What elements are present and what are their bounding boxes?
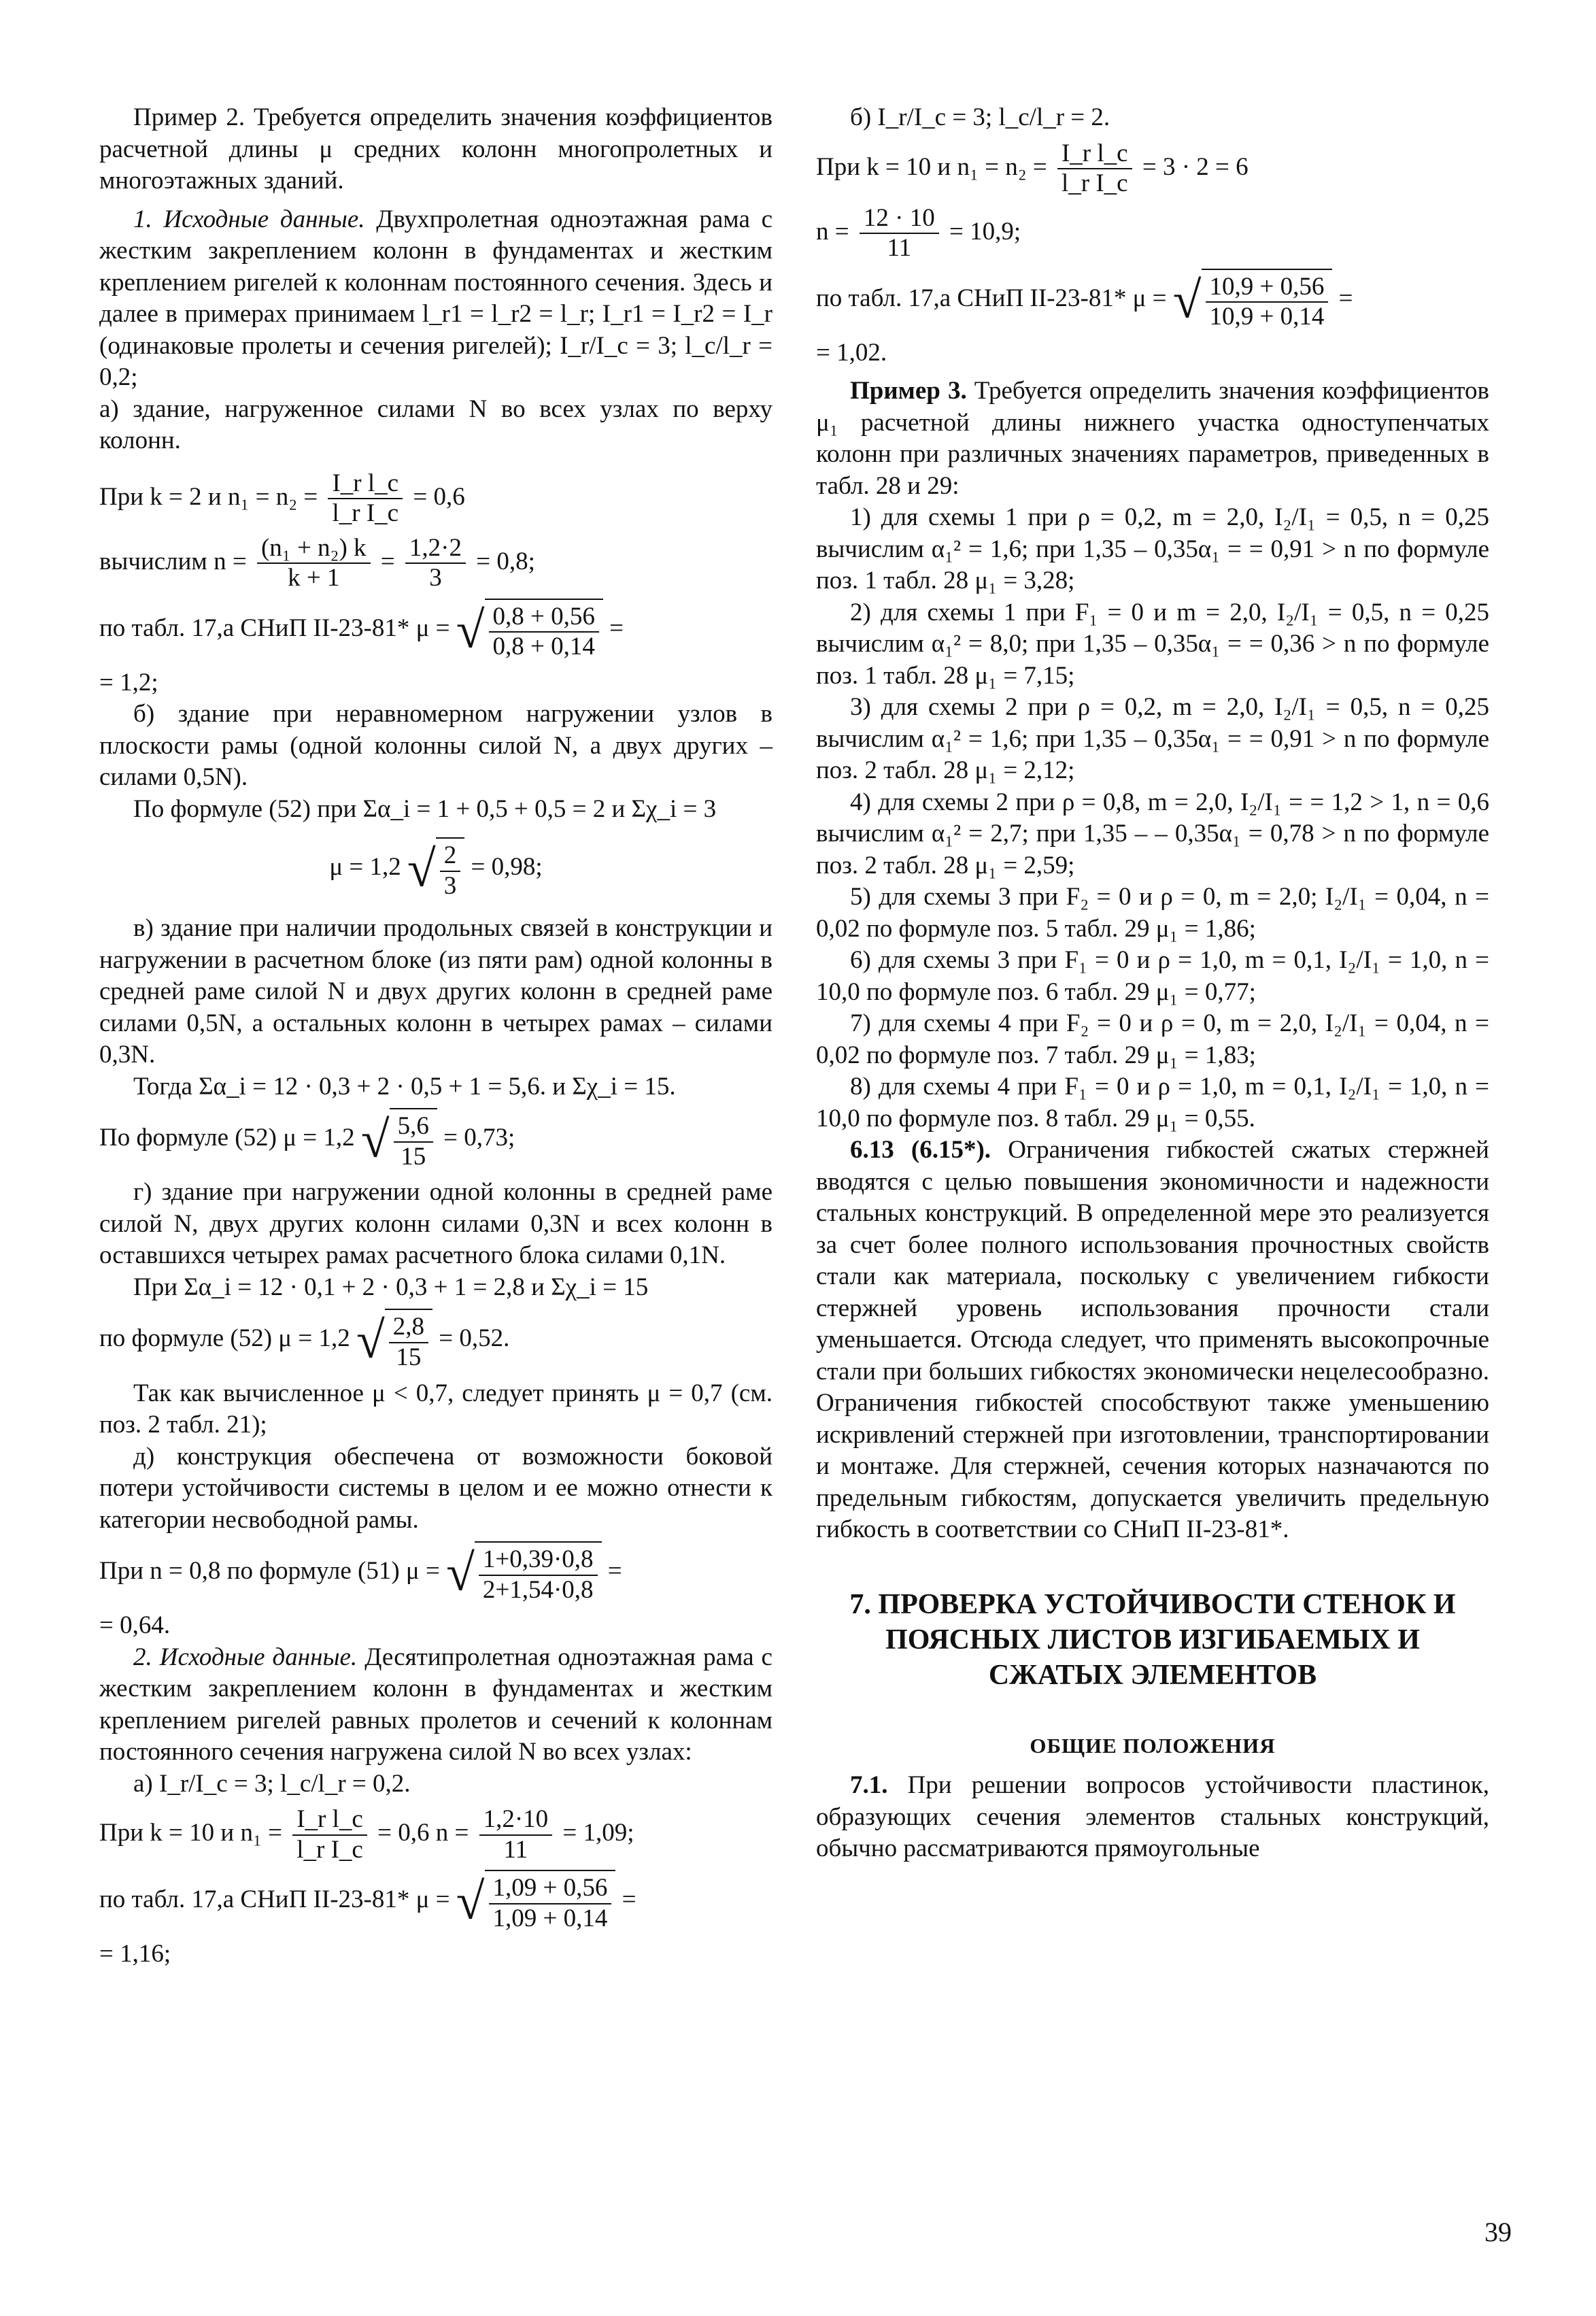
formula-mu-5-result: = 0,64. — [99, 1611, 171, 1640]
formula-mu-6: по табл. 17,а СНиП II-23-81* μ = √ $\frac{1,09 + 0,56}{1,09 + 0,14}$ = — [99, 1870, 772, 1933]
fraction: $\frac{\text{I\_r l\_c}}{\text{l\_r I\_c}}$ — [328, 469, 403, 528]
formula-mu-6-result: = 1,16; — [99, 1940, 171, 1968]
fraction: $\frac{2}{3}$ — [440, 841, 461, 901]
list-item: 2) для схемы 1 при F₁ = 0 и m = 2,0, I₂/I₁ = 0,5, n = 0,25 вычислим α₁² = 8,0; при 1,35 – 0,35α₁ = = 0,36 > n по формуле поз. 1 табл. 28 μ₁ = 7,15; — [816, 598, 1489, 690]
case-b-formula-text: По формуле (52) при Σα_i = 1 + 0,5 + 0,5 = 2 и Σχ_i = 3 — [133, 794, 717, 823]
list-item: 1) для схемы 1 при ρ = 0,2, m = 2,0, I₂/I₁ = 0,5, n = 0,25 вычислим α₁² = 1,6; при 1,35 – 0,35α₁ = = 0,91 > n по формуле поз. 1 табл. 28 μ₁ = 3,28; — [816, 503, 1489, 595]
source-data-label: 1. Исходные данные. — [133, 205, 365, 233]
fraction: $\frac{2,8}{15}$ — [389, 1313, 428, 1372]
formula-n-r: n = $\frac{12 \cdot 10}{11}$ = 10,9; — [816, 203, 1021, 263]
case-g-text: г) здание при нагружении одной колонны в средней раме силой N, двух других колонн силами 0,3N и всех колонн в оставшихся четырех рамах расчетного блока силами 0,1N. — [99, 1178, 772, 1270]
paragraph-7-1 — [816, 1770, 1489, 1865]
fraction: $\frac{10,9 + 0,56}{10,9 + 0,14}$ — [1206, 273, 1329, 332]
fraction: $\frac{0,8 + 0,56}{0,8 + 0,14}$ — [489, 603, 599, 662]
example-2-source-data — [99, 204, 772, 394]
square-root: √ $\frac{10,9 + 0,56}{10,9 + 0,14}$ — [1173, 269, 1333, 332]
case-v-sums: Тогда Σα_i = 12 · 0,3 + 2 · 0,5 + 1 = 5,6. и Σχ_i = 15. — [133, 1072, 676, 1101]
page-number: 39 — [1484, 2217, 1512, 2247]
list-item: 4) для схемы 2 при ρ = 0,8, m = 2,0, I₂/I₁ = = 1,2 > 1, n = 0,6 вычислим α₁² = 2,7; при 1,35 – – 0,35α₁ = 0,78 > n по формуле поз. 2 табл. 28 μ₁ = 2,59; — [816, 788, 1489, 879]
source-data-text: Двухпролетная одноэтажная рама с жестким закреплением колонн в фундаментах и жестким креплением ригелей к колоннам постоянного сечения. Здесь и далее в примерах принимаем l_r1 = l_r2 = l_r; I_r1 = I_r2 = I_r (одинаковые пролеты и сечения ригелей); I_r/I_c = 3; l_c/l_r = 0,2; — [99, 205, 772, 391]
square-root: √ $\frac{5,6}{15}$ — [361, 1108, 437, 1171]
formula-mu-3: По формуле (52) μ = 1,2 √ $\frac{5,6}{15}$ = 0,73; — [99, 1108, 772, 1171]
paragraph-6-13 — [816, 1135, 1489, 1546]
case-b-text: б) здание при неравномерном нагружении узлов в плоскости рамы (одной колонны силой N, а двух других – силами 0,5N). — [99, 700, 772, 792]
square-root: √ $\frac{1,09 + 0,56}{1,09 + 0,14}$ — [456, 1870, 616, 1933]
fraction: $\frac{1,2\cdot 2}{3}$ — [405, 534, 466, 593]
list-item: 7) для схемы 4 при F₂ = 0 и ρ = 0, m = 2,0, I₂/I₁ = 0,04, n = 0,02 по формуле поз. 7 табл. 29 μ₁ = 1,83; — [816, 1009, 1489, 1069]
example-2-intro: Пример 2. Требуется определить значения коэффициентов расчетной длины μ средних колонн многопролетных и многоэтажных зданий. — [99, 103, 772, 195]
formula-mu-r: по табл. 17,а СНиП II-23-81* μ = √ $\frac{10,9 + 0,56}{10,9 + 0,14}$ = — [816, 269, 1489, 332]
fraction: $\frac{\text{I\_r l\_c}}{\text{l\_r I\_c}}$ — [292, 1805, 367, 1864]
paragraph-6-13-text: Ограничения гибкостей сжатых стержней вводятся с целью повышения экономичности и надежности стальных конструкций. В определенной мере это реализуется за счет более полного использования прочностных свойств стали как материала, поскольку с увеличением гибкости стержней уровень использования прочности стали уменьшается. Отсюда следует, что применять высокопрочные стали при больших гибкостях экономически нецелесообразно. Ограничения гибкостей способствуют также уменьшению искривлений стержней при изготовлении, транспортировании и монтаже. Для стержней, сечения которых назначаются по предельным гибкостям, допускается увеличить предельную гибкость в соответствии со СНиП II-23-81*. — [816, 1136, 1489, 1544]
source-data-text-2: Десятипролетная одноэтажная рама с жестким закреплением колонн в фундаментах и жестким креплением ригелей равных пролетов и сечений к колоннам постоянного сечения нагружена силой N во всех узлах: — [99, 1643, 772, 1766]
formula-mu-5: При n = 0,8 по формуле (51) μ = √ $\frac{1+0,39\cdot 0,8}{2+1,54\cdot 0,8}$ = — [99, 1541, 772, 1605]
right-column — [816, 102, 1489, 1865]
fraction: $\frac{5,6}{15}$ — [394, 1112, 433, 1171]
paragraph-6-13-label: 6.13 (6.15*). — [850, 1136, 991, 1164]
formula-mu-1-result: = 1,2; — [99, 668, 158, 697]
example-2-part2 — [99, 1642, 772, 1768]
section-subheading: ОБЩИЕ ПОЛОЖЕНИЯ — [1030, 1733, 1276, 1758]
formula-mu-1: по табл. 17,а СНиП II-23-81* μ = √ $\frac{0,8 + 0,56}{0,8 + 0,14}$ = — [99, 599, 772, 662]
formula-n1-r: При k = 10 и n₁ = n₂ = $\frac{\text{I\_r l\_c}}{\text{l\_r I\_c}}$ = 3 · 2 = 6 — [816, 139, 1249, 198]
square-root: √ $\frac{1+0,39\cdot 0,8}{2+1,54\cdot 0,8}$ — [446, 1541, 601, 1605]
list-item: 5) для схемы 3 при F₂ = 0 и ρ = 0, m = 2,0; I₂/I₁ = 0,04, n = 0,02 по формуле поз. 5 табл. 29 μ₁ = 1,86; — [816, 883, 1489, 943]
square-root: √ $\frac{2,8}{15}$ — [356, 1309, 432, 1372]
fraction: $\frac{1,2\cdot 10}{11}$ — [479, 1805, 553, 1864]
section-7-heading: 7. ПРОВЕРКА УСТОЙЧИВОСТИ СТЕНОК И ПОЯСНЫХ ЛИСТОВ ИЗГИБАЕМЫХ И СЖАТЫХ ЭЛЕМЕНТОВ — [849, 1588, 1456, 1691]
case-g-sums: При Σα_i = 12 · 0,1 + 2 · 0,3 + 1 = 2,8 и Σχ_i = 15 — [133, 1273, 649, 1301]
paragraph-7-1-label: 7.1. — [850, 1771, 888, 1800]
fraction: $\frac{1,09 + 0,56}{1,09 + 0,14}$ — [489, 1874, 612, 1933]
fraction: $\frac{\text{I\_r l\_c}}{\text{l\_r I\_c}}$ — [1057, 139, 1132, 199]
list-item: 3) для схемы 2 при ρ = 0,2, m = 2,0, I₂/I₁ = 0,5, n = 0,25 вычислим α₁² = 1,6; при 1,35 – 0,35α₁ = = 0,91 > n по формуле поз. 2 табл. 28 μ₁ = 2,12; — [816, 693, 1489, 785]
formula-n-10: При k = 10 и n₁ = $\frac{\text{I\_r l\_c}}{\text{l\_r I\_c}}$ = 0,6 n = $\frac{1,2\cdot 10}{11}$ = 1,09; — [99, 1805, 634, 1864]
formula-mu-4: по формуле (52) μ = 1,2 √ $\frac{2,8}{15}$ = 0,52. — [99, 1309, 772, 1372]
left-column — [99, 102, 772, 1970]
square-root: √ $\frac{0,8 + 0,56}{0,8 + 0,14}$ — [456, 599, 603, 662]
case-g-note: Так как вычисленное μ < 0,7, следует принять μ = 0,7 (см. поз. 2 табл. 21); — [99, 1379, 772, 1439]
case-a-text: а) здание, нагруженное силами N во всех узлах по верху колонн. — [99, 395, 772, 454]
paragraph-7-1-text: При решении вопросов устойчивости пластинок, образующих сечения элементов стальных конструкций, обычно рассматриваются прямоугольные — [816, 1771, 1489, 1863]
formula-mu-2: μ = 1,2 √ $\frac{2}{3}$ = 0,98; — [99, 837, 772, 901]
square-root: √ $\frac{2}{3}$ — [407, 837, 464, 901]
example-3-text: Требуется определить значения коэффициентов μ₁ расчетной длины нижнего участка одноступенчатых колонн при различных значениях параметров, приведенных в табл. 28 и 29: — [816, 377, 1489, 500]
case-a2-text: а) I_r/I_c = 3; l_c/l_r = 0,2. — [133, 1769, 411, 1798]
case-d-text: д) конструкция обеспечена от возможности боковой потери устойчивости системы в целом и ее можно отнести к категории несвободной рамы. — [99, 1442, 772, 1534]
formula-n1: При k = 2 и n₁ = n₂ = $\frac{\text{I\_r l\_c}}{\text{l\_r I\_c}}$ = 0,6 — [99, 469, 465, 528]
fraction: $\frac{\text{(n₁ + n₂) k}}{k + 1}$ — [257, 534, 371, 593]
fraction: $\frac{12 \cdot 10}{11}$ — [860, 204, 939, 263]
case-b2-text: б) I_r/I_c = 3; l_c/l_r = 2. — [850, 103, 1110, 131]
formula-mu-r-result: = 1,02. — [816, 338, 887, 367]
source-data-label-2: 2. Исходные данные. — [133, 1643, 358, 1671]
fraction: $\frac{1+0,39\cdot 0,8}{2+1,54\cdot 0,8}$ — [479, 1545, 598, 1605]
list-item: 8) для схемы 4 при F₁ = 0 и ρ = 1,0, m = 0,1, I₂/I₁ = 1,0, n = 10,0 по формуле поз. 8 табл. 29 μ₁ = 0,55. — [816, 1073, 1489, 1132]
list-item: 6) для схемы 3 при F₁ = 0 и ρ = 1,0, m = 0,1, I₂/I₁ = 1,0, n = 10,0 по формуле поз. 6 табл. 29 μ₁ = 0,77; — [816, 946, 1489, 1006]
example-3-intro — [816, 375, 1489, 502]
case-v-text: в) здание при наличии продольных связей в конструкции и нагружении в расчетном блоке (из пяти рам) одной колонны в средней раме силой N и двух других колонн в средней раме силами 0,5N, а остальных колонн в четырех рамах – силами 0,3N. — [99, 914, 772, 1069]
example-3-label: Пример 3. — [850, 377, 967, 405]
formula-n: вычислим n = $\frac{\text{(n₁ + n₂) k}}{k + 1}$ = $\frac{1,2\cdot 2}{3}$ = 0,8; — [99, 533, 535, 592]
